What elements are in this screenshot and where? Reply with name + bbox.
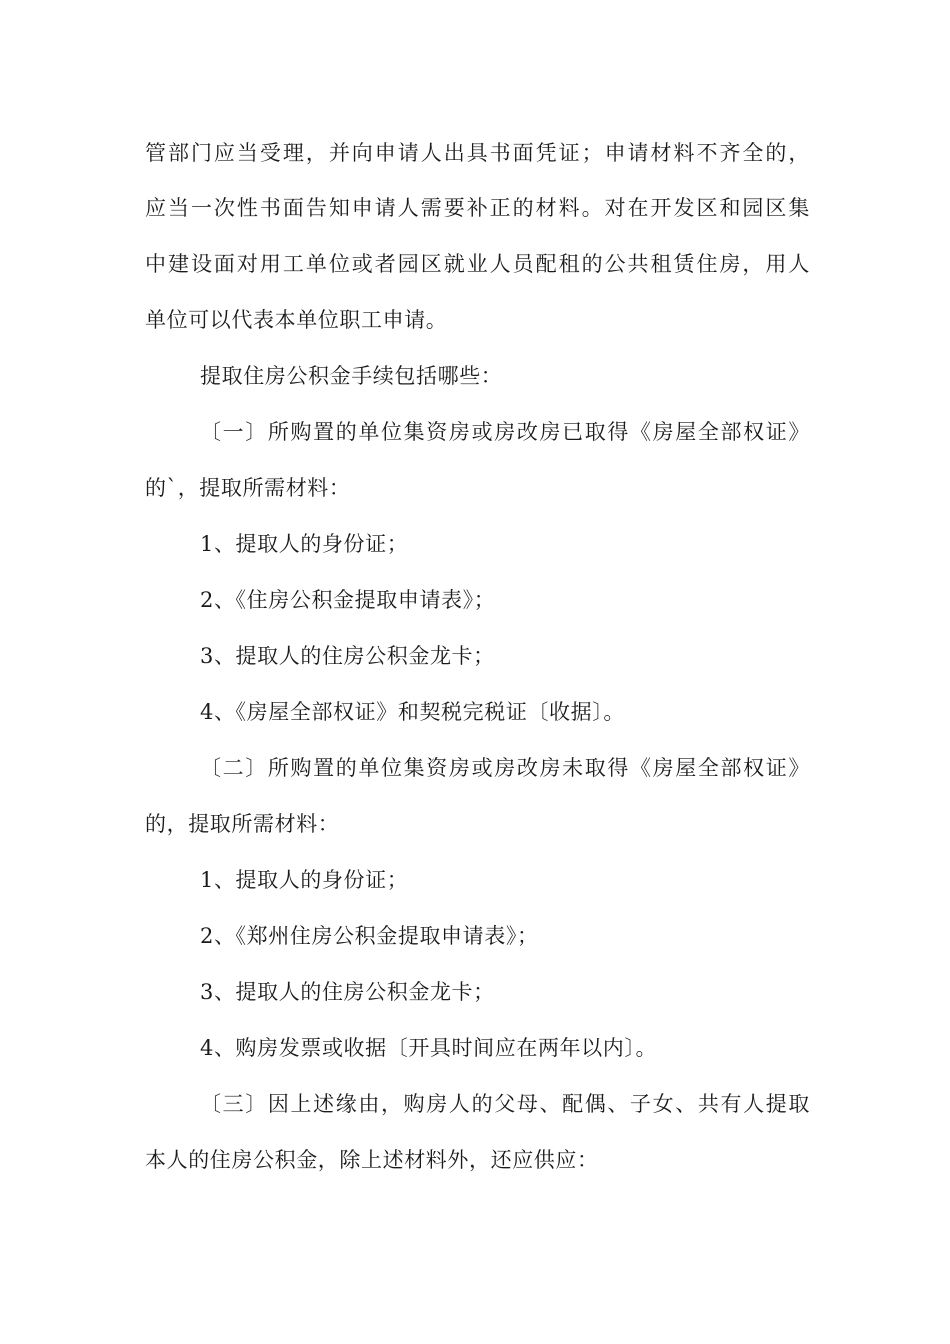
list-item: 4、购房发票或收据〔开具时间应在两年以内〕。 xyxy=(200,1036,658,1060)
paragraph-line: 的`，提取所需材料： xyxy=(145,476,351,500)
section-heading: 提取住房公积金手续包括哪些： xyxy=(200,364,503,388)
list-item: 2、《郑州住房公积金提取申请表》； xyxy=(200,924,539,948)
paragraph-line: 管部门应当受理，并向申请人出具书面凭证；申请材料不齐全的， xyxy=(145,141,810,165)
paragraph-line: 的，提取所需材料： xyxy=(145,812,340,836)
paragraph-line: 本人的住房公积金，除上述材料外，还应供应： xyxy=(145,1148,599,1172)
subsection-heading: 〔一〕所购置的单位集资房或房改房已取得《房屋全部权证》 xyxy=(200,420,810,444)
list-item: 1、提取人的身份证； xyxy=(200,532,409,556)
list-item: 1、提取人的身份证； xyxy=(200,868,409,892)
paragraph-line: 中建设面对用工单位或者园区就业人员配租的公共租赁住房，用人 xyxy=(145,252,810,276)
list-item: 3、提取人的住房公积金龙卡； xyxy=(200,980,495,1004)
subsection-heading: 〔二〕所购置的单位集资房或房改房未取得《房屋全部权证》 xyxy=(200,756,810,780)
paragraph-line: 应当一次性书面告知申请人需要补正的材料。对在开发区和园区集 xyxy=(145,196,810,220)
subsection-heading: 〔三〕因上述缘由，购房人的父母、配偶、子女、共有人提取 xyxy=(200,1092,810,1116)
list-item: 3、提取人的住房公积金龙卡； xyxy=(200,644,495,668)
list-item: 4、《房屋全部权证》和契税完税证〔收据〕。 xyxy=(200,700,625,724)
paragraph-line: 单位可以代表本单位职工申请。 xyxy=(145,308,448,332)
list-item: 2、《住房公积金提取申请表》； xyxy=(200,588,496,612)
